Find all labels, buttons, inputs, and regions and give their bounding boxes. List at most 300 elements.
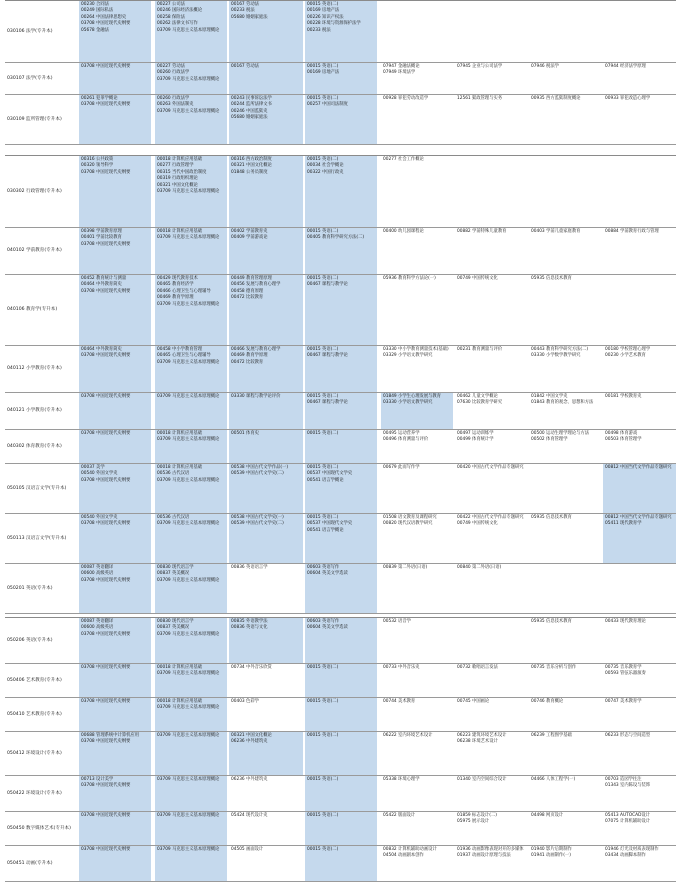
- course-entry: 00443 教育科学研究方法(二): [531, 347, 589, 352]
- course-cell: [229, 776, 303, 811]
- course-entry: 03708 中国近现代史纲要: [81, 739, 131, 745]
- course-entry: 03709 马克思主义基本原理概论: [157, 847, 220, 852]
- course-cell: [305, 1, 377, 62]
- course-entry: 00497 运动训练学: [457, 431, 494, 436]
- course-entry: 03708 中国近现代史纲要: [81, 665, 131, 670]
- course-entry: 05935 信息技术教育: [531, 619, 572, 624]
- course-entry: 00812 中国当代文学作品专题研究: [605, 465, 672, 470]
- course-entry: 00015 英语(二): [307, 465, 339, 470]
- course-entry: 00746 教育概论: [531, 699, 564, 704]
- course-entry: 00233 税法: [307, 27, 331, 33]
- course-cell: [455, 228, 527, 274]
- course-cell: [529, 846, 601, 881]
- course-entry: 00015 英语(二): [307, 394, 339, 399]
- course-entry: 07075 计算机辅助设计: [605, 819, 651, 825]
- course-entry: 00452 教育统计与测量: [81, 276, 127, 281]
- course-entry: 00466 发展与教育心理学: [231, 347, 281, 352]
- course-cell: [79, 275, 151, 345]
- course-entry: 00018 计算机应用基础: [157, 157, 203, 162]
- course-cell: [381, 393, 453, 429]
- course-entry: 00935 西方监狱制度概论: [531, 96, 581, 101]
- course-entry: 07947 金融法概论: [383, 64, 420, 69]
- course-cell: [155, 564, 227, 613]
- course-entry: 00604 英美文学选读: [307, 625, 348, 631]
- course-entry: 00600 高级英语: [81, 571, 114, 577]
- course-entry: 00830 现代语言学: [157, 619, 194, 624]
- course-entry: 00015 英语(二): [307, 733, 339, 738]
- course-cell: [229, 464, 303, 513]
- course-cell: [455, 393, 527, 429]
- course-cell: [155, 393, 227, 429]
- course-entry: 00401 学前比较教育: [81, 235, 122, 241]
- course-entry: 00167 劳动法: [231, 2, 259, 7]
- course-cell: [381, 346, 453, 392]
- course-entry: 01508 语文教育及课程研究: [383, 515, 437, 520]
- course-entry: 00744 美术教育: [383, 699, 416, 704]
- course-cell: [229, 393, 303, 429]
- course-entry: 03708 中国近现代史纲要: [81, 431, 131, 436]
- course-entry: 00015 英语(二): [307, 96, 339, 101]
- course-entry: 03709 马克思主义基本原理概论: [157, 777, 220, 782]
- course-entry: 00456 发展与教育心理学: [231, 282, 281, 288]
- course-entry: 03709 马克思主义基本原理概论: [157, 359, 220, 365]
- course-entry: 00469 教育学原理: [231, 353, 268, 359]
- course-entry: 00277 行政管理学: [157, 163, 194, 169]
- course-entry: 00928 罪犯劳动改造学: [383, 96, 429, 101]
- major-name: 030107 法学(专升本): [7, 75, 53, 81]
- course-entry: 00840 第二外语(日语): [457, 565, 502, 570]
- course-cell: [155, 430, 227, 463]
- course-entry: 03708 中国近现代史纲要: [81, 353, 131, 359]
- course-entry: 07946 税法学: [531, 64, 559, 69]
- course-cell: [381, 564, 453, 613]
- course-cell: [79, 846, 151, 881]
- course-entry: 00837 英美概况: [157, 571, 190, 577]
- course-cell: [79, 618, 151, 663]
- course-cell: [305, 812, 377, 845]
- course-cell: [79, 564, 151, 613]
- course-entry: 00933 罪犯改造心理学: [605, 96, 651, 101]
- course-entry: 05338 环境心理学: [383, 777, 420, 782]
- course-entry: 00713 设计美学: [81, 777, 114, 782]
- course-cell: [603, 95, 676, 144]
- course-entry: 00400 幼儿园课程论: [383, 229, 424, 234]
- course-entry: 07945 企业与公司法学: [457, 64, 503, 69]
- course-entry: 06222 室内环境艺术设计: [383, 733, 433, 738]
- course-cell: [381, 664, 453, 697]
- course-cell: [455, 564, 527, 613]
- course-entry: 00472 比较教育: [231, 359, 264, 365]
- course-entry: 00735 音乐教育学: [605, 665, 642, 670]
- course-entry: 07944 经济法学原理: [605, 64, 646, 69]
- course-entry: 00537 中国现代文学史: [307, 521, 353, 527]
- course-entry: 00422 中国古代文学作品专题研究: [457, 515, 524, 520]
- course-entry: 05422 版面设计: [383, 813, 416, 818]
- course-cell: [603, 664, 676, 697]
- course-cell: [155, 732, 227, 775]
- course-entry: 04504 动画剧本创作: [383, 853, 424, 859]
- course-cell: [603, 812, 676, 845]
- course-cell: [529, 156, 601, 227]
- course-cell: [603, 275, 676, 345]
- course-cell: [381, 63, 453, 94]
- course-entry: 00403 色彩学: [231, 699, 259, 704]
- major-name: 050412 环境设计(专升本): [7, 750, 62, 756]
- course-entry: 00398 学前教育原理: [81, 229, 122, 234]
- major-name: 040112 小学教育(专升本): [7, 366, 62, 372]
- course-entry: 03434 动画脚本制作: [605, 853, 646, 859]
- course-cell: [529, 63, 601, 94]
- course-entry: 00734 中外音乐欣赏: [231, 665, 272, 670]
- table-row: [5, 346, 676, 393]
- course-entry: 00537 中国现代文学史: [307, 471, 353, 477]
- course-entry: 00429 现代教育技术: [157, 276, 198, 281]
- course-cell: [305, 95, 377, 144]
- course-cell: [305, 430, 377, 463]
- course-cell: [381, 846, 453, 881]
- course-cell: [529, 618, 601, 663]
- course-cell: [381, 228, 453, 274]
- course-entry: 00037 美学: [81, 465, 105, 470]
- course-entry: 01343 室内陈设与装饰: [605, 783, 651, 789]
- course-cell: [455, 275, 527, 345]
- course-cell: [455, 776, 527, 811]
- course-cell: [603, 63, 676, 94]
- course-cell: [381, 156, 453, 227]
- course-entry: 03708 中国近现代史纲要: [81, 847, 131, 852]
- course-cell: [455, 618, 527, 663]
- course-entry: 00839 第二外语(日语): [383, 565, 428, 570]
- course-entry: 00315 当代中国政治制度: [157, 169, 207, 175]
- course-entry: 00465 心理卫生与心理辅导: [157, 353, 211, 359]
- course-cell: [155, 776, 227, 811]
- course-entry: 03709 马克思主义基本原理概论: [157, 705, 220, 711]
- course-entry: 00538 中国古代文学史(一): [231, 515, 284, 520]
- course-entry: 00246 中国监狱史: [231, 108, 268, 114]
- course-entry: 00230 小学艺术教育: [605, 353, 646, 359]
- course-entry: 03709 马克思主义基本原理概论: [157, 813, 220, 818]
- table-row: [5, 228, 676, 275]
- course-cell: [603, 698, 676, 731]
- course-entry: 00467 课程与教学论: [307, 282, 348, 288]
- course-entry: 03708 中国近现代史纲要: [81, 521, 131, 527]
- course-cell: [305, 776, 377, 811]
- course-entry: 03708 中国近现代史纲要: [81, 241, 131, 247]
- course-entry: 03708 中国近现代史纲要: [81, 783, 131, 789]
- table-row: [5, 1, 676, 63]
- course-entry: 00230 合同法: [81, 2, 109, 7]
- course-cell: [381, 776, 453, 811]
- course-cell: [305, 698, 377, 731]
- course-cell: [455, 698, 527, 731]
- course-entry: 00458 德育原理: [231, 288, 264, 294]
- course-entry: 00403 学前儿童家庭教育: [531, 229, 581, 234]
- course-cell: [155, 846, 227, 881]
- course-entry: 03709 马克思主义基本原理概论: [157, 733, 220, 738]
- course-cell: [229, 812, 303, 845]
- course-cell: [529, 776, 601, 811]
- course-entry: 03708 中国近现代史纲要: [81, 102, 131, 108]
- course-cell: [603, 156, 676, 227]
- course-entry: 03709 马克思主义基本原理概论: [157, 437, 220, 443]
- course-cell: [229, 846, 303, 881]
- course-entry: 00246 国际经济法概论: [157, 8, 203, 14]
- course-entry: 00263 外国法制史: [157, 102, 194, 108]
- course-cell: [381, 812, 453, 845]
- course-entry: 03708 中国近现代史纲要: [81, 631, 131, 637]
- course-cell: [229, 618, 303, 663]
- course-entry: 00018 计算机应用基础: [157, 699, 203, 704]
- course-cell: [79, 430, 151, 463]
- course-cell: [305, 846, 377, 881]
- table-block: [5, 0, 676, 145]
- course-entry: 00015 英语(二): [307, 64, 339, 69]
- course-entry: 00260 行政法学: [157, 70, 190, 76]
- course-entry: 00321 中国文化概论: [231, 163, 272, 169]
- course-cell: [529, 228, 601, 274]
- course-entry: 00830 现代语言学: [157, 565, 194, 570]
- course-entry: 00464 中外教育简史: [81, 347, 122, 352]
- course-cell: [305, 156, 377, 227]
- course-entry: 00496 体育测量与评价: [383, 437, 429, 443]
- course-entry: 01843 教育的观念、思想和方法: [531, 400, 594, 406]
- course-entry: 00884 学前教育行政与管理: [605, 229, 659, 234]
- course-entry: 00018 计算机应用基础: [157, 665, 203, 670]
- course-cell: [155, 275, 227, 345]
- table-row: [5, 846, 676, 882]
- course-entry: 00015 英语(二): [307, 847, 339, 852]
- major-name: 050450 数字媒体艺术(专升本): [7, 825, 71, 831]
- course-entry: 01340 室内空间综合设计: [457, 777, 507, 782]
- major-name: 050410 艺术教育(专升本): [7, 711, 62, 717]
- course-cell: [455, 464, 527, 513]
- table-row: [5, 430, 676, 464]
- course-entry: 00264 中国法律思想史: [81, 14, 127, 20]
- course-entry: 00420 中国古代文学作品专题研究: [457, 465, 524, 470]
- course-entry: 00538 中国古代文学作品(一): [231, 465, 289, 470]
- course-cell: [305, 664, 377, 697]
- course-cell: [455, 156, 527, 227]
- course-entry: 01936 动画影像表现对开的多媒体: [457, 847, 524, 852]
- table-row: [5, 732, 676, 776]
- course-cell: [305, 228, 377, 274]
- course-entry: 04505 画面设计: [231, 847, 264, 852]
- course-entry: 00503 体育管理学: [605, 437, 642, 443]
- course-cell: [455, 732, 527, 775]
- course-cell: [229, 275, 303, 345]
- course-entry: 00749 中国传统文化: [457, 521, 498, 527]
- course-entry: 03709 马克思主义基本原理概论: [157, 631, 220, 637]
- course-entry: 00749 中国传统文化: [457, 276, 498, 281]
- course-entry: 06236 中外建筑史: [231, 739, 268, 745]
- course-entry: 05936 教育科学方法论(一): [383, 276, 436, 281]
- course-entry: 00500 运动生理学理论与方法: [531, 431, 590, 436]
- course-cell: [381, 95, 453, 144]
- course-entry: 00820 现代汉语教学研究: [383, 521, 433, 527]
- table-row: [5, 514, 676, 564]
- course-entry: 03709 马克思主义基本原理概论: [157, 108, 220, 114]
- course-cell: [529, 732, 601, 775]
- course-entry: 00603 英语写作: [307, 619, 340, 624]
- course-cell: [529, 812, 601, 845]
- course-entry: 00603 英语写作: [307, 565, 340, 570]
- course-entry: 03330 小学语文教学研究: [383, 400, 433, 406]
- course-entry: 12561 狱政管理与实务: [457, 96, 503, 101]
- course-entry: 00015 英语(二): [307, 2, 339, 7]
- course-entry: 00321 中国文化概论: [231, 733, 272, 738]
- course-cell: [155, 698, 227, 731]
- course-cell: [455, 63, 527, 94]
- table-row: [5, 95, 676, 145]
- course-entry: 00836 英语与文化: [231, 625, 268, 631]
- course-entry: 00087 英语翻译: [81, 565, 114, 570]
- course-entry: 00495 运动营养学: [383, 431, 420, 436]
- course-entry: 00745 中国画论: [457, 699, 490, 704]
- course-cell: [229, 514, 303, 563]
- course-entry: 00231 教育测量与评价: [457, 347, 503, 352]
- course-cell: [603, 430, 676, 463]
- course-cell: [305, 275, 377, 345]
- course-entry: 06233 形态与空间造型: [605, 733, 651, 738]
- course-cell: [603, 846, 676, 881]
- course-entry: 05680 婚姻家庭法: [231, 115, 268, 121]
- course-cell: [529, 664, 601, 697]
- course-cell: [603, 464, 676, 513]
- course-entry: 00604 英美文学选读: [307, 571, 348, 577]
- course-entry: 00735 音乐分析与创作: [531, 665, 577, 670]
- course-entry: 00539 中国古代文学史(二): [231, 471, 284, 477]
- course-entry: 00034 社会学概论: [307, 163, 344, 169]
- course-cell: [79, 464, 151, 513]
- course-entry: 01946 灯光及材质表现制作: [605, 847, 659, 852]
- major-name: 030109 监所管理(专升本): [7, 116, 62, 122]
- course-entry: 00244 监所法律文书: [231, 102, 272, 108]
- course-cell: [305, 464, 377, 513]
- course-cell: [229, 430, 303, 463]
- course-entry: 00409 学前游戏论: [231, 235, 268, 241]
- course-entry: 00812 中国当代文学作品专题研究: [605, 515, 672, 520]
- course-entry: 00498 体育游戏: [605, 431, 638, 436]
- major-name: 030106 法学(专升本): [7, 28, 53, 34]
- course-entry: 00227 劳动法: [157, 64, 185, 69]
- course-entry: 00593 管弦乐器演奏: [605, 671, 646, 677]
- course-entry: 00226 知识产权法: [307, 14, 344, 20]
- course-cell: [155, 514, 227, 563]
- course-cell: [305, 564, 377, 613]
- course-cell: [229, 564, 303, 613]
- major-name: 050406 艺术教育(专升本): [7, 677, 62, 683]
- course-entry: 03709 马克思主义基本原理概论: [157, 76, 220, 82]
- course-cell: [529, 275, 601, 345]
- course-entry: 00882 学前特殊儿童教育: [457, 229, 507, 234]
- course-entry: 06223 建筑环境艺术设计: [457, 733, 507, 738]
- course-entry: 00688 管理系统中计算机应用: [81, 733, 140, 738]
- course-cell: [381, 464, 453, 513]
- course-entry: 03708 中国近现代史纲要: [81, 64, 131, 69]
- course-entry: 00540 外国文学史: [81, 515, 118, 520]
- course-entry: 00433 现代教育理论: [605, 619, 646, 624]
- course-entry: 00319 行政组织理论: [157, 176, 198, 182]
- course-entry: 03708 中国近现代史纲要: [81, 699, 131, 704]
- course-entry: 00015 英语(二): [307, 229, 339, 234]
- course-entry: 00532 语音学: [383, 619, 411, 624]
- course-cell: [155, 464, 227, 513]
- course-cell: [229, 156, 303, 227]
- course-cell: [305, 514, 377, 563]
- table-row: [5, 63, 676, 95]
- course-entry: 00258 保险法: [157, 14, 185, 20]
- course-entry: 05678 金融法: [81, 27, 109, 33]
- course-entry: 00233 税法: [231, 8, 255, 14]
- course-entry: 00539 中国古代文学史(二): [231, 521, 284, 527]
- course-cell: [229, 63, 303, 94]
- course-cell: [155, 1, 227, 62]
- course-cell: [603, 732, 676, 775]
- course-cell: [381, 430, 453, 463]
- course-entry: 01842 中国文学史: [531, 394, 568, 399]
- course-entry: 01859 标志设计(二): [457, 813, 497, 818]
- course-cell: [455, 346, 527, 392]
- course-cell: [455, 1, 527, 62]
- course-entry: 00169 房地产法: [307, 8, 340, 14]
- course-entry: 03708 中国近现代史纲要: [81, 477, 131, 483]
- major-name: 050206 英语(专升本): [7, 637, 53, 643]
- course-cell: [603, 228, 676, 274]
- course-cell: [305, 393, 377, 429]
- course-entry: 00015 英语(二): [307, 431, 339, 436]
- course-cell: [529, 1, 601, 62]
- major-name: 040121 小学教育(专升本): [7, 408, 62, 414]
- table-row: [5, 393, 676, 430]
- course-cell: [155, 664, 227, 697]
- course-cell: [381, 275, 453, 345]
- course-entry: 00732 歌唱语言发法: [457, 665, 498, 670]
- table-row: [5, 564, 676, 614]
- course-entry: 00464 中外教育简史: [81, 282, 122, 288]
- major-name: 040106 教育学(专升本): [7, 307, 58, 313]
- course-entry: 03708 中国近现代史纲要: [81, 21, 131, 27]
- course-entry: 00536 古代汉语: [157, 471, 190, 477]
- course-entry: 00018 计算机应用基础: [157, 431, 203, 436]
- course-entry: 00257 中国司法制度: [307, 102, 348, 108]
- course-entry: 03709 马克思主义基本原理概论: [157, 477, 220, 483]
- course-entry: 00462 儿童文学概论: [457, 394, 498, 399]
- course-cell: [305, 63, 377, 94]
- course-cell: [79, 664, 151, 697]
- course-cell: [229, 1, 303, 62]
- course-entry: 00733 中外音乐史: [383, 665, 420, 670]
- course-cell: [455, 664, 527, 697]
- course-cell: [603, 564, 676, 613]
- course-cell: [229, 95, 303, 144]
- course-cell: [529, 514, 601, 563]
- course-entry: 03708 中国近现代史纲要: [81, 813, 131, 818]
- course-cell: [79, 393, 151, 429]
- course-entry: 00466 心理卫生与心理辅导: [157, 288, 211, 294]
- course-cell: [455, 514, 527, 563]
- course-entry: 00316 公共政策: [81, 157, 114, 162]
- course-cell: [229, 346, 303, 392]
- course-entry: 03708 中国近现代史纲要: [81, 394, 131, 399]
- course-entry: 00472 比较教育: [231, 295, 264, 301]
- course-entry: 03708 中国近现代史纲要: [81, 577, 131, 583]
- course-cell: [381, 1, 453, 62]
- course-entry: 03709 马克思主义基本原理概论: [157, 577, 220, 583]
- course-cell: [603, 776, 676, 811]
- course-entry: 00277 社会工作概论: [383, 157, 424, 162]
- course-cell: [155, 812, 227, 845]
- course-cell: [155, 63, 227, 94]
